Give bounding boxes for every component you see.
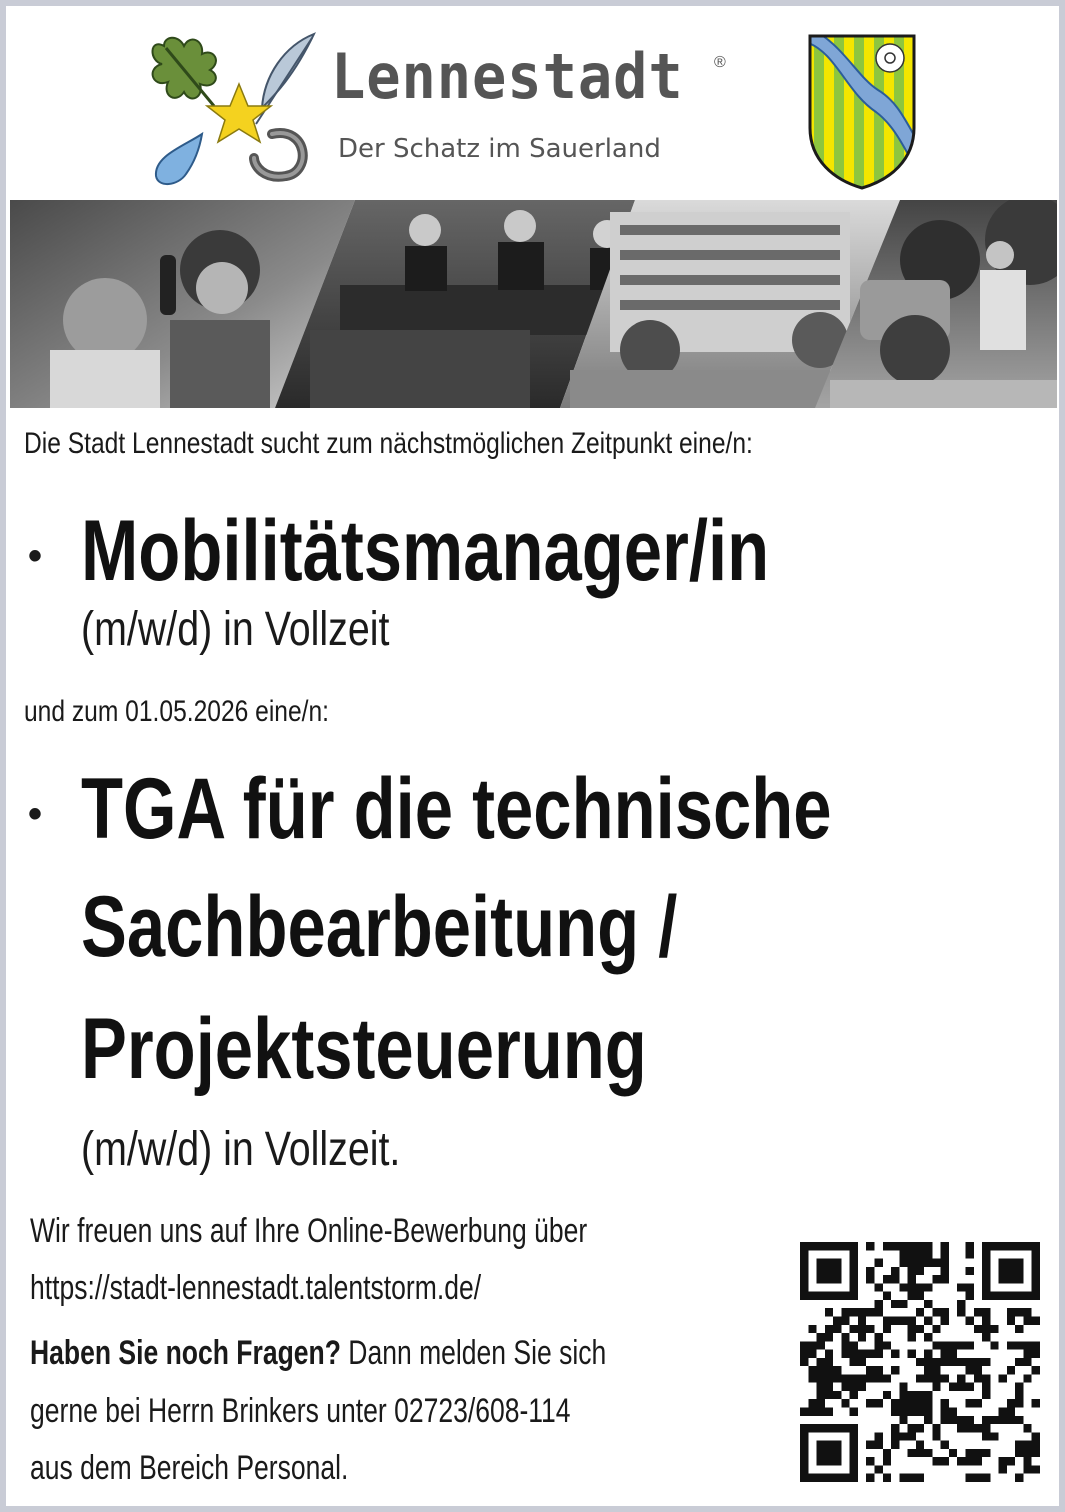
intro-text-2: und zum 01.05.2026 eine/n: (24, 695, 330, 728)
registered-mark: ® (714, 54, 726, 71)
questions-rest: Dann melden Sie sich (340, 1334, 607, 1372)
job-title-2-line-1: TGA für die technische (81, 761, 832, 857)
job-title-1: Mobilitätsmanager/in (81, 503, 770, 599)
bullet-2: • (28, 792, 43, 836)
job-subtitle-1: (m/w/d) in Vollzeit (81, 603, 390, 656)
intro-text: Die Stadt Lennestadt sucht zum nächstmöglichen Zeitpunkt eine/n: (24, 427, 753, 460)
job-title-2-line-2: Sachbearbeitung / (81, 879, 678, 975)
application-url[interactable]: https://stadt-lennestadt.talentstorm.de/ (30, 1269, 482, 1307)
coat-of-arms-icon (806, 32, 918, 190)
questions-text (30, 1336, 716, 1370)
qr-code-icon[interactable] (800, 1242, 1040, 1482)
lennestadt-logo-icon (144, 26, 324, 186)
brand-tagline: Der Schatz im Sauerland (338, 134, 661, 164)
job-advertisement (6, 6, 1059, 1506)
photo-collage (10, 200, 1057, 408)
job-subtitle-2: (m/w/d) in Vollzeit. (81, 1123, 401, 1176)
brand-name: Lennestadt (331, 40, 684, 113)
questions-bold: Haben Sie noch Fragen? (30, 1334, 341, 1372)
contact-text: gerne bei Herrn Brinkers unter 02723/608-114 (30, 1392, 571, 1430)
job-title-2-line-3: Projektsteuerung (81, 1001, 647, 1097)
application-text: Wir freuen uns auf Ihre Online-Bewerbung über (30, 1212, 588, 1250)
bullet-1: • (28, 534, 43, 578)
header (6, 6, 1059, 198)
department-text: aus dem Bereich Personal. (30, 1449, 349, 1487)
